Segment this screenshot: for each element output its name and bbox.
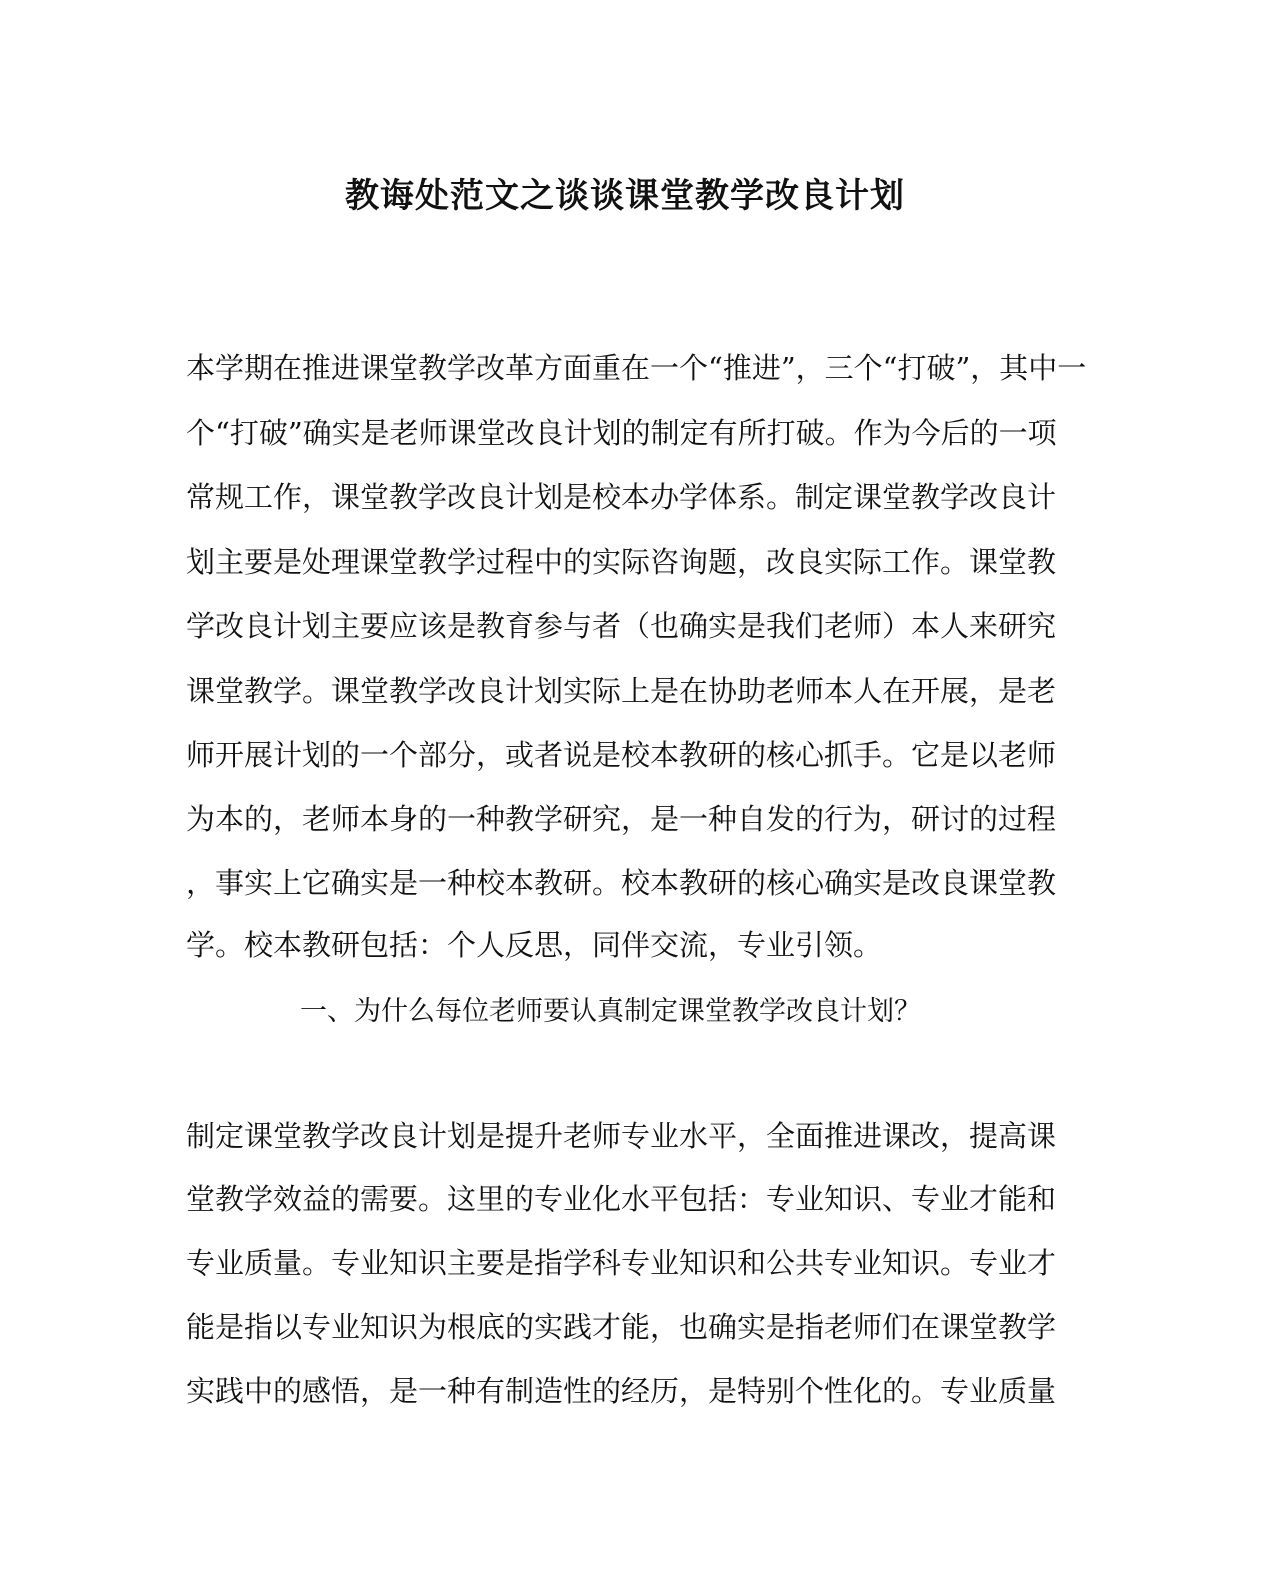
section-heading: 一、为什么每位老师要认真制定课堂教学改良计划？ — [300, 996, 921, 1027]
paragraph-line: 个“打破”确实是老师课堂改良计划的制定有所打破。作为今后的一项 — [186, 416, 1057, 450]
paragraph-line: 学改良计划主要应该是教育参与者（也确实是我们老师）本人来研究 — [186, 609, 1057, 643]
document-title: 教诲处范文之谈谈课堂教学改良计划 — [345, 176, 905, 216]
paragraph-line: 师开展计划的一个部分，或者说是校本教研的核心抓手。它是以老师 — [186, 738, 1057, 772]
paragraph-line: 制定课堂教学改良计划是提升老师专业水平，全面推进课改，提高课 — [186, 1119, 1057, 1153]
paragraph-line: 划主要是处理课堂教学过程中的实际咨询题，改良实际工作。课堂教 — [186, 545, 1057, 579]
paragraph-line: ，事实上它确实是一种校本教研。校本教研的核心确实是改良课堂教 — [186, 866, 1057, 900]
paragraph-line: 常规工作，课堂教学改良计划是校本办学体系。制定课堂教学改良计 — [186, 480, 1057, 514]
paragraph-line: 为本的，老师本身的一种教学研究，是一种自发的行为，研讨的过程 — [186, 802, 1057, 836]
paragraph-line: 本学期在推进课堂教学改革方面重在一个“推进”，三个“打破”，其中一 — [186, 351, 1087, 385]
paragraph-line: 堂教学效益的需要。这里的专业化水平包括：专业知识、专业才能和 — [186, 1182, 1057, 1216]
paragraph-line: 专业质量。专业知识主要是指学科专业知识和公共专业知识。专业才 — [186, 1246, 1057, 1280]
paragraph-line: 能是指以专业知识为根底的实践才能，也确实是指老师们在课堂教学 — [186, 1310, 1057, 1344]
paragraph-line: 实践中的感悟，是一种有制造性的经历，是特别个性化的。专业质量 — [186, 1374, 1057, 1408]
paragraph-line: 学。校本教研包括：个人反思，同伴交流，专业引领。 — [186, 928, 883, 962]
paragraph-line: 课堂教学。课堂教学改良计划实际上是在协助老师本人在开展，是老 — [186, 674, 1057, 708]
